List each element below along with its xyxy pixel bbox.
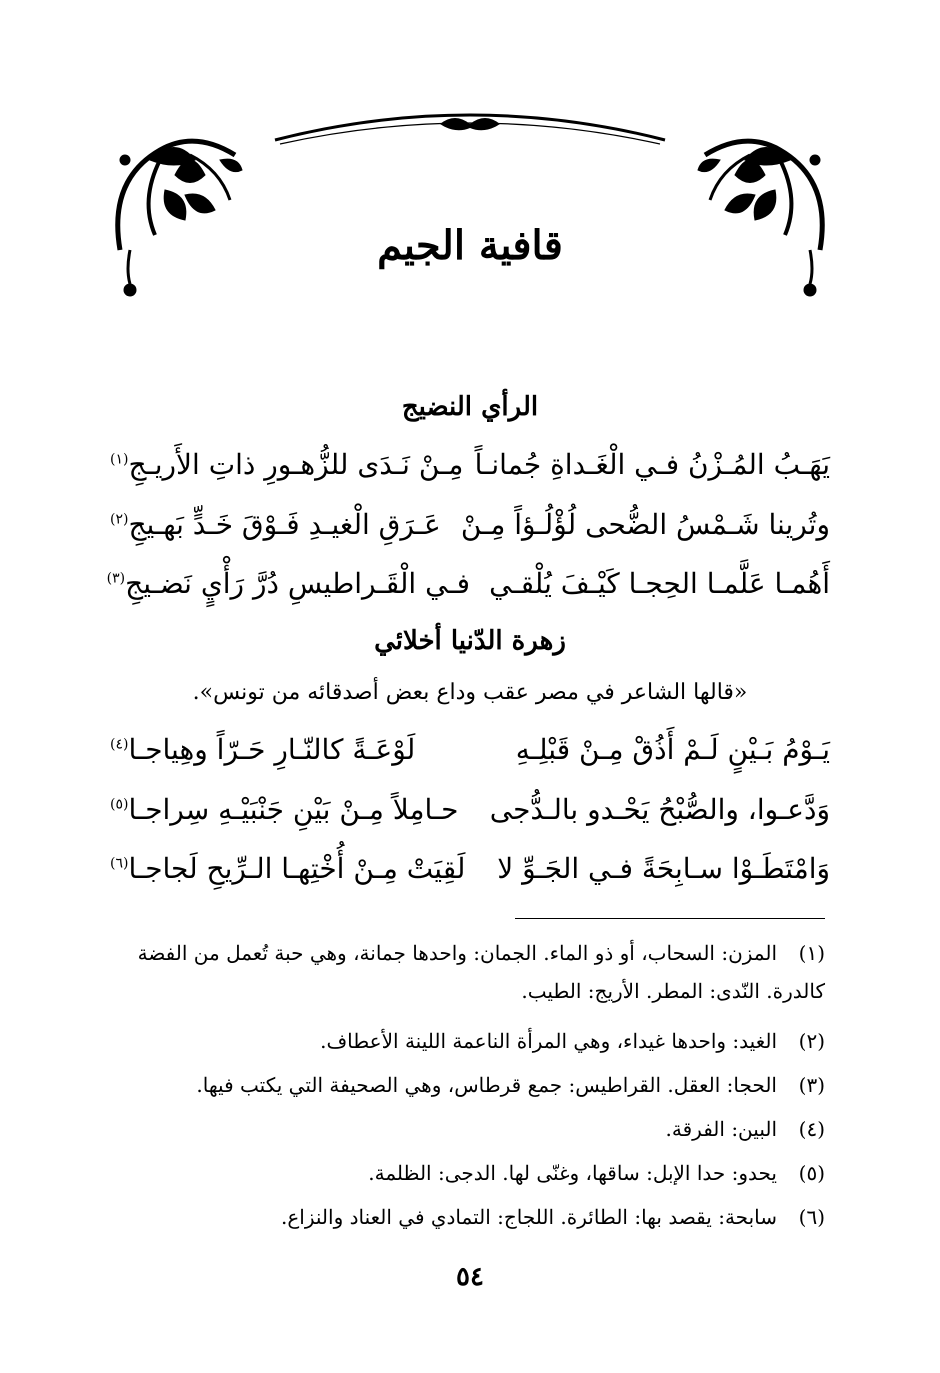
verse-first-hemistich: وتُرينا شَـمْسُ الضُّحى لُؤْلُـؤاً مِـنْ xyxy=(460,508,830,541)
footnote-divider xyxy=(515,918,825,919)
verse-first-hemistich: يَـوْمُ بَـيْنٍ لَـمْ أَذُقْ مِـنْ قَبْلِـهِ xyxy=(515,733,830,766)
verse-first-hemistich: أَهُمـا عَلَّمـا الحِجـا كَيْـفَ يُلْقـي xyxy=(489,567,830,600)
verse-first-hemistich: وَامْتَطَـوْا سـابِحَةً فـي الجَـوِّ لا xyxy=(497,852,830,885)
footnote-text: الحجا: العقل. القراطيس: جمع قرطاس، وهي الصحيفة التي يكتب فيها. xyxy=(196,1073,777,1097)
footnote-number: (٤) xyxy=(798,1117,825,1141)
footnote-number: (١) xyxy=(798,941,825,965)
footnote-text: المزن: السحاب، أو ذو الماء. الجمان: واحدها جمانة، وهي حبة تُعمل من الفضة كالدرة. النّدى: المطر. الأريج: الطيب. xyxy=(137,941,825,1003)
hemistich-text: مِـنْ نَـدَى للزُّهـورِ ذاتِ الأَريـجِ xyxy=(128,448,464,481)
hemistich-text: حـامِلاً مِـنْ بَيْنِ جَنْبَيْـهِ سِراجـا xyxy=(128,793,459,826)
verse-line xyxy=(110,508,830,552)
chapter-title: قافية الجيم xyxy=(377,222,563,269)
footnote-ref: (٥) xyxy=(110,796,129,813)
page-number: ٥٤ xyxy=(456,1262,484,1292)
verse-line xyxy=(106,567,830,611)
footnote-ref: (١) xyxy=(110,451,129,468)
footnote-ref: (٢) xyxy=(110,511,129,528)
poem-title: الرأي النضيج xyxy=(401,392,539,422)
footnote-number: (٢) xyxy=(798,1029,825,1053)
footnote xyxy=(110,1022,825,1060)
footnote-number: (٣) xyxy=(798,1073,825,1097)
footnote xyxy=(110,1198,825,1236)
verse-second-hemistich xyxy=(106,567,470,600)
hemistich-text: لَقِيَتْ مِـنْ أُخْتِهـا الـرِّيحِ لَجاجـا xyxy=(128,852,466,885)
footnote xyxy=(110,1110,825,1148)
footnote xyxy=(110,1066,825,1104)
footnote xyxy=(110,934,825,1010)
hemistich-text: فـي الْقَـراطيسِ دُرَّ رَأْيٍ نَضـيجِ xyxy=(125,567,470,600)
footnote-ref: (٣) xyxy=(106,570,126,587)
verse-second-hemistich xyxy=(110,852,470,885)
footnote-text: الغيد: واحدها غيداء، وهي المرأة الناعمة اللينة الأعطاف. xyxy=(320,1029,777,1053)
verse-second-hemistich xyxy=(110,733,470,766)
footnote-number: (٥) xyxy=(798,1161,825,1185)
footnote-text: سابحة: يقصد بها: الطائرة. اللجاج: التمادي في العناد والنزاع. xyxy=(281,1205,777,1229)
footnote-text: يحدو: حدا الإبل: ساقها، وغنّى لها. الدجى: الظلمة. xyxy=(368,1161,777,1185)
floral-corner-frame-icon xyxy=(100,100,840,310)
hemistich-text: لَوْعَـةً كالنّـارِ حَـرّاً وهِياجـا xyxy=(128,733,416,766)
footnote-text: البين: الفرقة. xyxy=(665,1117,777,1141)
poem-title: زهرة الدّنيا أخلائي xyxy=(374,626,566,656)
verse-line xyxy=(110,793,830,837)
footnote-ref: (٤) xyxy=(110,736,129,753)
verse-line xyxy=(110,852,830,896)
verse-second-hemistich xyxy=(110,508,470,541)
verse-line xyxy=(110,733,830,777)
verse-line xyxy=(110,448,830,492)
hemistich-text: عَـرَقِ الْغيـدِ فَـوْقَ خَـدٍّ بَهـيجِ xyxy=(128,508,441,541)
verse-first-hemistich: وَدَّعـوا، والصُّبْحُ يَحْـدو بالـدُّجى xyxy=(489,793,830,826)
footnote-number: (٦) xyxy=(798,1205,825,1229)
footnote-ref: (٦) xyxy=(110,855,129,872)
verse-second-hemistich xyxy=(110,793,470,826)
verse-second-hemistich xyxy=(110,448,470,481)
poem-note: «قالها الشاعر في مصر عقب وداع بعض أصدقائه من تونس». xyxy=(192,680,748,705)
footnote xyxy=(110,1154,825,1192)
verse-first-hemistich: يَهَـبُ المُـزْنُ فـي الْغَـداةِ جُمانـاً xyxy=(474,448,830,481)
